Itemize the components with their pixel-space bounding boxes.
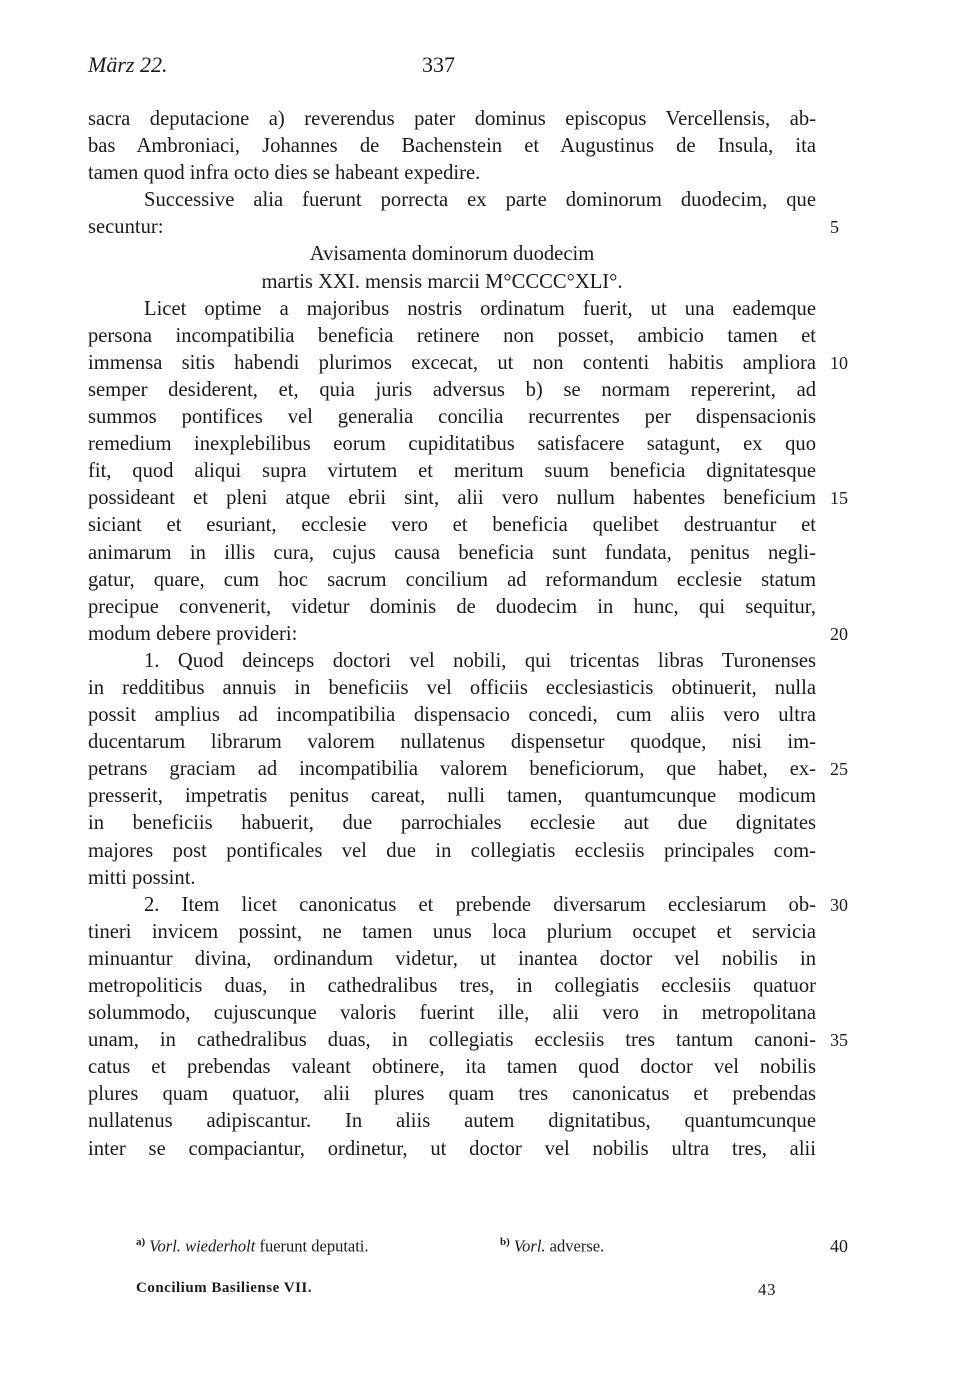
footnote-b-mark: b) [500,1236,510,1248]
text-line [88,810,816,837]
text-line [88,431,816,458]
line-text: immensa sitis habendi plurimos excecat, ut non contenti habitis ampliora [88,351,816,374]
line-text: gatur, quare, cum hoc sacrum concilium ad reformandum ecclesie statum [88,568,816,591]
line-text: catus et prebendas valeant obtinere, ita tamen quod doctor vel nobilis [88,1056,816,1079]
text-line [88,756,848,783]
text-line [88,729,816,756]
text-line [88,540,816,567]
header-date: März 22. [88,52,168,77]
line-text: majores post pontificales vel due in collegiatis ecclesiis principales com- [88,839,816,862]
line-text: solummodo, cujuscunque valoris fuerint ille, alii vero in metropolitana [88,1002,816,1025]
line-text: 2. Item licet canonicatus et prebende diversarum ecclesiarum ob- [144,893,816,916]
text-line [88,865,816,892]
text-line [88,973,816,1000]
text-line [88,377,816,404]
line-text: precipue convenerit, videtur dominis de duodecim in hunc, qui sequitur, [88,595,816,618]
footnote-b-text: adverse. [549,1236,605,1256]
line-text: summos pontifices vel generalia concilia recurrentes per dispensacionis [88,406,816,429]
text-line [88,458,816,485]
line-text: tamen quod infra octo dies se habeant expedire. [88,162,481,185]
page-footer [136,1280,836,1306]
line-text: unam, in cathedralibus duas, in collegiatis ecclesiis tres tantum canoni- [88,1029,816,1052]
footnotes [136,1236,848,1264]
text-line [88,1000,816,1027]
footnote-a-mark: a) [136,1236,146,1248]
line-number: 15 [830,488,848,509]
text-line [88,1136,816,1163]
text-line [88,160,816,187]
line-text: possit amplius ad incompatibilia dispensacio concedi, cum aliis vero ultra [88,704,816,727]
line-text: fit, quod aliqui supra virtutem et meritum suum beneficia dignitatesque [88,460,816,483]
text-line [88,1027,848,1054]
line-number: 35 [830,1030,848,1051]
line-text: inter se compaciantur, ordinetur, ut doctor vel nobilis ultra tres, alii [88,1137,816,1160]
line-text: Successive alia fuerunt porrecta ex parte dominorum duodecim, que [144,189,816,212]
line-text: 1. Quod deinceps doctori vel nobili, qui tricentas libras Turonenses [144,649,816,672]
text-line [88,919,816,946]
line-text: mitti possint. [88,866,196,889]
footnote-a [136,1236,369,1257]
page-header [88,52,818,86]
line-text: minuantur divina, ordinandum videtur, ut inantea doctor vel nobilis in [88,947,816,970]
text-line [88,106,816,133]
footnote-a-italic: wiederholt [185,1236,256,1256]
line-text: persona incompatibilia beneficia retinere non posset, ambicio tamen et [88,324,816,347]
line-text: siciant et esuriant, ecclesie vero et beneficia quelibet destruantur et [88,514,816,537]
line-text: tineri invicem possint, ne tamen unus loca plurium occupet et servicia [88,920,816,943]
line-number: 10 [830,352,848,373]
text-line [88,512,816,539]
footnote-a-label: Vorl. [149,1236,181,1256]
line-text: Avisamenta dominorum duodecim [309,243,595,266]
line-text: bas Ambroniaci, Johannes de Bachenstein et Augustinus de Insula, ita [88,135,816,158]
text-line [88,675,816,702]
line-text: in redditibus annuis in beneficiis vel officiis ecclesiasticis obtinuerit, nulla [88,676,816,699]
line-number: 25 [830,759,848,780]
text-line [88,892,848,919]
text-line [88,350,848,377]
text-line [88,1108,816,1135]
line-text: presserit, impetratis penitus careat, nulli tamen, quantumcunque modicum [88,785,816,808]
footer-signature: 43 [758,1280,776,1299]
text-line [88,648,816,675]
text-line [88,702,816,729]
footer-series: Concilium Basiliense VII. [136,1280,312,1296]
text-line [88,594,816,621]
line-text: secuntur: [88,216,164,239]
line-text: modum debere provideri: [88,622,298,645]
line-text: animarum in illis cura, cujus causa beneficia sunt fundata, penitus negli- [88,541,816,564]
text-line [88,621,848,648]
text-line [88,241,816,268]
body-text [88,106,848,1163]
line-text: metropoliticis duas, in cathedralibus tres, in collegiatis ecclesiis quatuor [88,975,816,997]
text-line [88,838,816,865]
page-number: 337 [422,52,455,77]
text-line [88,404,816,431]
text-line [88,1054,816,1081]
text-line [88,783,816,810]
footnote-line-number: 40 [830,1236,848,1256]
text-line [88,269,816,296]
line-text: possideant et pleni atque ebrii sint, alii vero nullum habentes beneficium [88,487,816,510]
text-line [88,485,848,512]
text-line [88,323,816,350]
text-line [88,214,839,241]
line-text: petrans graciam ad incompatibilia valorem beneficiorum, que habet, ex- [88,758,816,781]
text-line [88,296,816,323]
line-text: in beneficiis habuerit, due parrochiales ecclesie aut due dignitates [88,812,816,835]
line-text: ducentarum librarum valorem nullatenus dispensetur quodque, nisi im- [88,731,816,754]
line-text: sacra deputacione a) reverendus pater dominus episcopus Vercellensis, ab- [88,108,816,130]
line-text: nullatenus adipiscantur. In aliis autem dignitatibus, quantumcunque [88,1110,816,1133]
line-number: 30 [830,894,848,915]
line-text: Licet optime a majoribus nostris ordinatum fuerit, ut una eademque [144,297,816,320]
text-line [88,133,816,160]
line-text: martis XXI. mensis marcii M°CCCC°XLI°. [261,270,623,293]
text-line [88,187,816,214]
text-line [88,567,816,594]
line-text: remedium inexplebilibus eorum cupiditatibus satisfacere satagunt, ex quo [88,433,816,456]
line-number: 5 [830,217,839,238]
footnote-a-text: fuerunt deputati. [259,1236,369,1256]
footnote-b-label: Vorl. [513,1236,546,1256]
text-line [88,1081,816,1108]
line-number: 20 [830,623,848,644]
text-line [88,946,816,973]
line-text: semper desiderent, et, quia juris adversus b) se normam repererint, ad [88,378,816,401]
line-text: plures quam quatuor, alii plures quam tres canonicatus et prebendas [88,1083,816,1106]
footnote-b [500,1236,604,1257]
